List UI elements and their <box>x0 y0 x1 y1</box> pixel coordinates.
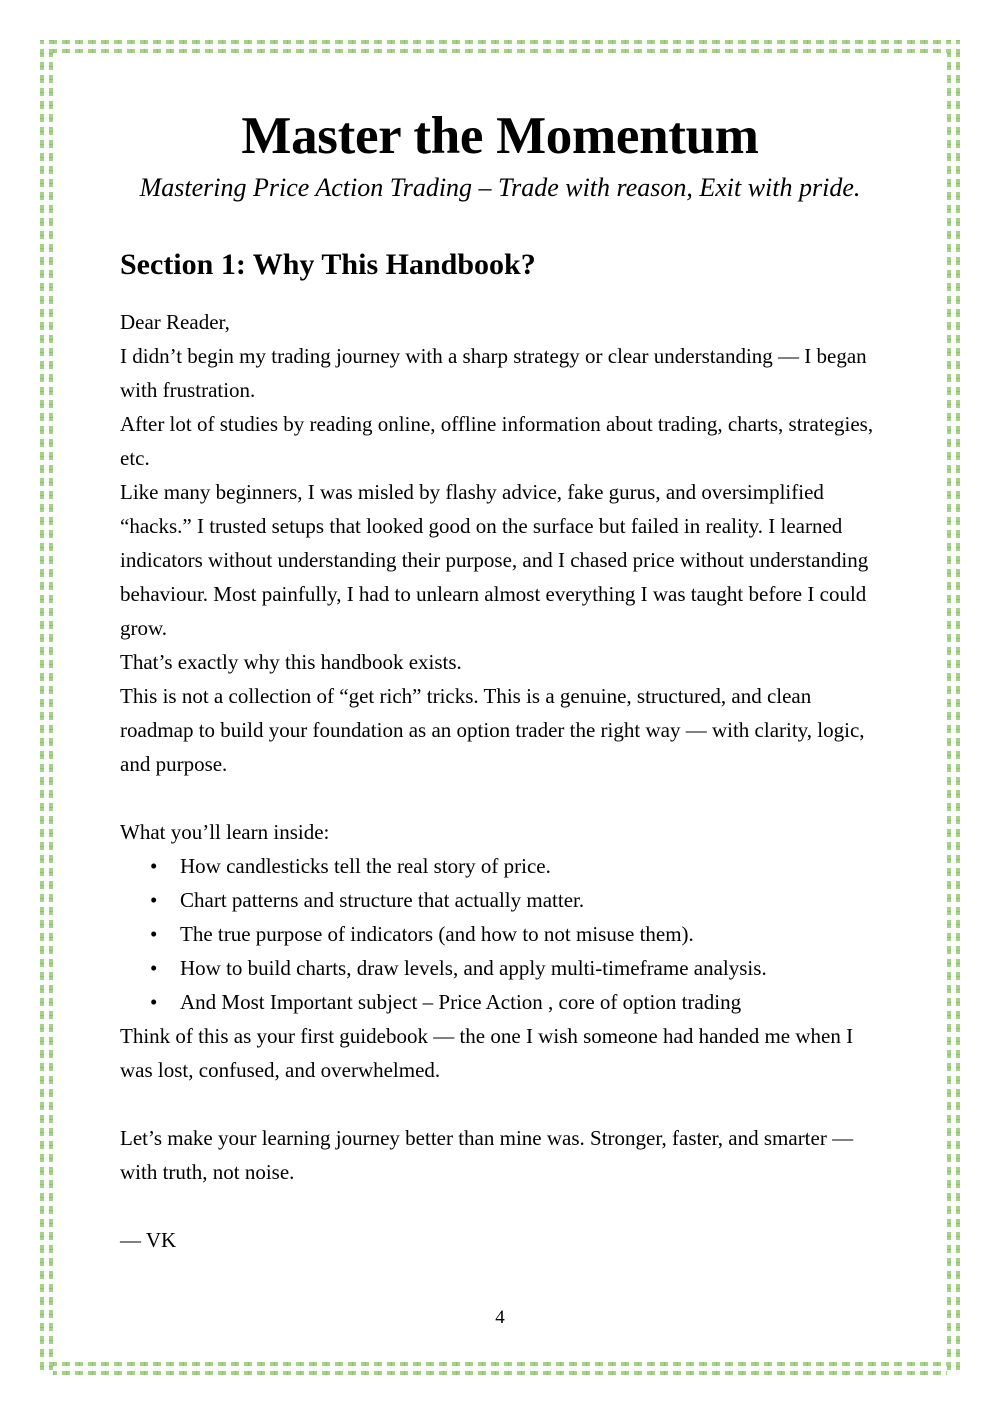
page-content <box>120 0 880 1257</box>
list-item <box>120 883 880 917</box>
list-item-label: How to build charts, draw levels, and apply multi-timeframe analysis. <box>180 955 767 980</box>
salutation: Dear Reader, <box>120 309 230 334</box>
list-item-label: Chart patterns and structure that actually matter. <box>180 887 585 912</box>
paragraph-1: I didn’t begin my trading journey with a sharp strategy or clear understanding — I began with frustration. <box>120 343 867 402</box>
page-subtitle: Mastering Price Action Trading – Trade with reason, Exit with pride. <box>139 173 861 203</box>
bullet-icon: • <box>150 853 158 878</box>
page-title: Master the Momentum <box>241 107 759 165</box>
list-item-label: The true purpose of indicators (and how to not misuse them). <box>180 921 694 946</box>
paragraph-6: Think of this as your first guidebook — the one I wish someone had handed me when I was lost, confused, and overwhelmed. <box>120 1023 854 1082</box>
closing-spacer-1 <box>120 1087 880 1121</box>
list-item-label: How candlesticks tell the real story of price. <box>180 853 551 878</box>
paragraph-2: After lot of studies by reading online, offline information about trading, charts, strategies, etc. <box>120 411 874 470</box>
page-number: 4 <box>495 1307 505 1328</box>
signature: — VK <box>120 1227 177 1252</box>
letter-body <box>120 305 880 849</box>
learn-intro: What you’ll learn inside: <box>120 819 330 844</box>
bullet-icon: • <box>150 887 158 912</box>
bullet-icon: • <box>150 955 158 980</box>
bullet-icon: • <box>150 921 158 946</box>
border-band-left <box>40 40 53 1375</box>
list-item <box>120 849 880 883</box>
closing-spacer-2 <box>120 1189 880 1223</box>
list-item <box>120 951 880 985</box>
paragraph-spacer <box>120 781 880 815</box>
list-item <box>120 985 880 1019</box>
paragraph-5: This is not a collection of “get rich” tricks. This is a genuine, structured, and clean roadmap to build your foundation as an option trader the right way — with clarity, logic, and purpose. <box>120 683 865 776</box>
paragraph-3: Like many beginners, I was misled by flashy advice, fake gurus, and oversimplified “hacks.” I trusted setups that looked good on the surface but failed in reality. I learned indicators without understanding their purpose, and I chased price without understanding behaviour. Most painfully, I had to unlearn almost everything I was taught before I could grow. <box>120 479 869 640</box>
section-heading: Section 1: Why This Handbook? <box>120 247 536 281</box>
list-item <box>120 917 880 951</box>
border-band-right <box>947 40 960 1375</box>
learn-list <box>120 849 880 1019</box>
letter-closing <box>120 1019 880 1257</box>
paragraph-7: Let’s make your learning journey better than mine was. Stronger, faster, and smarter — with truth, not noise. <box>120 1125 854 1184</box>
list-item-label: And Most Important subject – Price Action , core of option trading <box>180 989 742 1014</box>
bullet-icon: • <box>150 989 158 1014</box>
border-band-bottom <box>40 1362 960 1375</box>
paragraph-4: That’s exactly why this handbook exists. <box>120 649 462 674</box>
